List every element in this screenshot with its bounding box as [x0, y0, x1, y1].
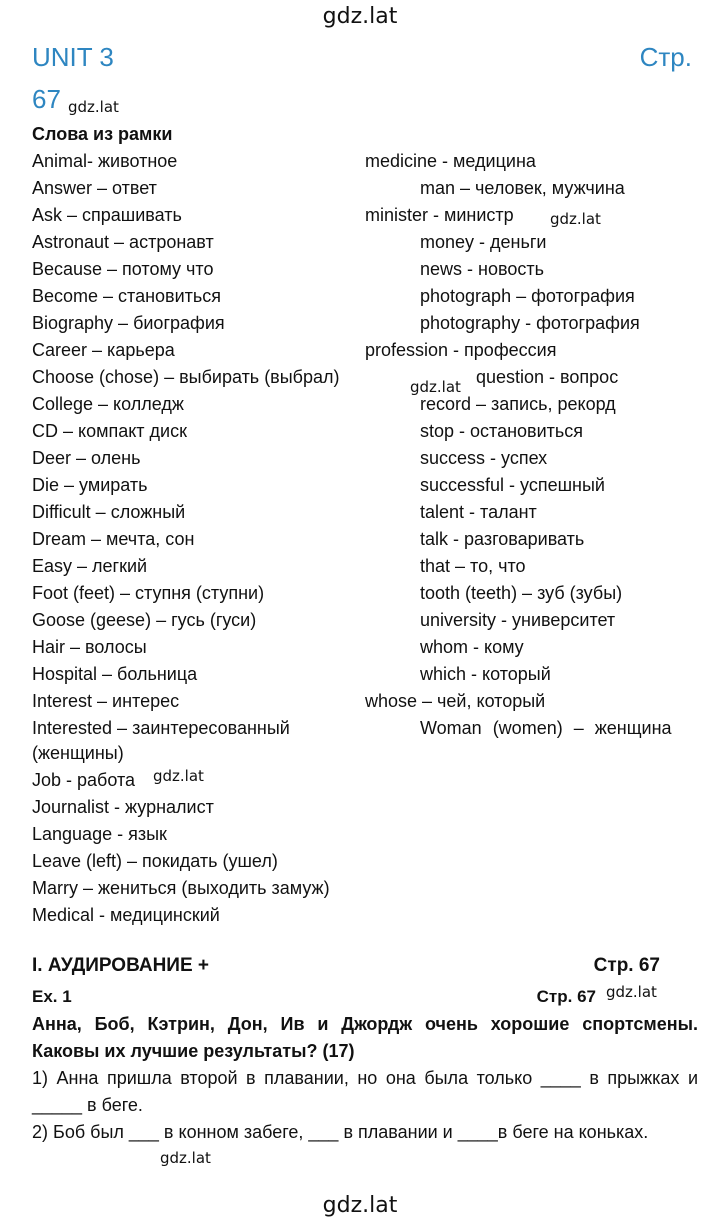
word-item: photography - фотография — [420, 313, 640, 333]
word-item: news - новость — [420, 259, 544, 279]
watermark-inline: gdz.lat — [606, 983, 657, 1001]
word-item: Astronaut – астронавт — [32, 232, 214, 252]
word-item: CD – компакт диск — [32, 421, 187, 441]
word-item: photograph – фотография — [420, 286, 635, 306]
watermark-inline: gdz.lat — [550, 210, 601, 228]
word-item: Career – карьера — [32, 340, 175, 360]
word-item: successful - успешный — [420, 475, 605, 495]
word-item: Difficult – сложный — [32, 502, 186, 522]
word-item: stop - остановиться — [420, 421, 584, 441]
word-item: money - деньги — [420, 232, 547, 252]
word-item: (женщины) — [32, 743, 124, 763]
page-number: 67 — [32, 84, 61, 114]
word-item: Foot (feet) – ступня (ступни) — [32, 583, 265, 603]
word-box-title: Слова из рамки — [32, 124, 173, 144]
word-item: Journalist - журналист — [32, 797, 214, 817]
word-item: Die – умирать — [32, 475, 148, 495]
word-item: Language - язык — [32, 824, 167, 844]
watermark-inline: gdz.lat — [410, 378, 461, 396]
word-item: Easy – легкий — [32, 556, 148, 576]
word-item: College – колледж — [32, 394, 184, 414]
word-item: Leave (left) – покидать (ушел) — [32, 851, 278, 871]
word-item: record – запись, рекорд — [420, 394, 616, 414]
section-page: Стр. 67 — [593, 955, 660, 976]
word-item: minister - министр — [365, 205, 514, 225]
word-item: Job - работа — [32, 770, 136, 790]
word-item: medicine - медицина — [365, 151, 536, 171]
word-item: Hospital – больница — [32, 664, 198, 684]
exercise-item-2: 2) Боб был ___ в конном забеге, ___ в плавании и ____в беге на коньках. — [32, 1122, 649, 1142]
word-item: Biography – биография — [32, 313, 225, 333]
exercise-page: Стр. 67 — [536, 987, 596, 1006]
word-item: whose – чей, который — [365, 691, 546, 711]
watermark-inline: gdz.lat — [153, 767, 204, 785]
word-item: Interested – заинтересованный — [32, 718, 290, 738]
word-item: talk - разговаривать — [420, 529, 585, 549]
word-item: Deer – олень — [32, 448, 141, 468]
word-item: Woman (women) – женщина — [420, 718, 672, 738]
word-item: which - который — [420, 664, 551, 684]
word-item: success - успех — [420, 448, 548, 468]
word-item: man – человек, мужчина — [420, 178, 625, 198]
word-item: whom - кому — [420, 637, 524, 657]
word-item: Marry – жениться (выходить замуж) — [32, 878, 330, 898]
section-title: I. АУДИРОВАНИЕ + — [32, 955, 210, 976]
word-item: profession - профессия — [365, 340, 557, 360]
unit-title: UNIT 3 — [32, 42, 114, 72]
task-text: Анна, Боб, Кэтрин, Дон, Ив и Джордж очень хорошие спортсмены. Каковы их лучшие результаты? (17) — [32, 1014, 698, 1061]
watermark-bottom: gdz.lat — [322, 1193, 398, 1218]
word-item: Become – становиться — [32, 286, 222, 306]
word-item: question - вопрос — [476, 367, 619, 387]
watermark-header: gdz.lat — [68, 98, 119, 116]
word-item: Choose (chose) – выбирать (выбрал) — [32, 367, 340, 387]
exercise-label: Ex. 1 — [32, 987, 72, 1006]
word-item: Medical - медицинский — [32, 905, 220, 925]
exercise-item-1: 1) Анна пришла второй в плавании, но она была только ____ в прыжках и _____ в беге. — [32, 1068, 698, 1115]
word-item: tooth (teeth) – зуб (зубы) — [420, 583, 623, 603]
word-item: Dream – мечта, сон — [32, 529, 195, 549]
word-item: that – то, что — [420, 556, 526, 576]
word-item: Ask – спрашивать — [32, 205, 182, 225]
word-item: Because – потому что — [32, 259, 214, 279]
word-item: Answer – ответ — [32, 178, 157, 198]
word-item: talent - талант — [420, 502, 537, 522]
watermark-top: gdz.lat — [322, 4, 398, 29]
page-label: Стр. — [639, 42, 692, 72]
word-item: Interest – интерес — [32, 691, 180, 711]
word-item: Hair – волосы — [32, 637, 147, 657]
word-item: university - университет — [420, 610, 616, 630]
watermark-inline: gdz.lat — [160, 1149, 211, 1167]
word-item: Animal- животное — [32, 151, 178, 171]
word-item: Goose (geese) – гусь (гуси) — [32, 610, 257, 630]
